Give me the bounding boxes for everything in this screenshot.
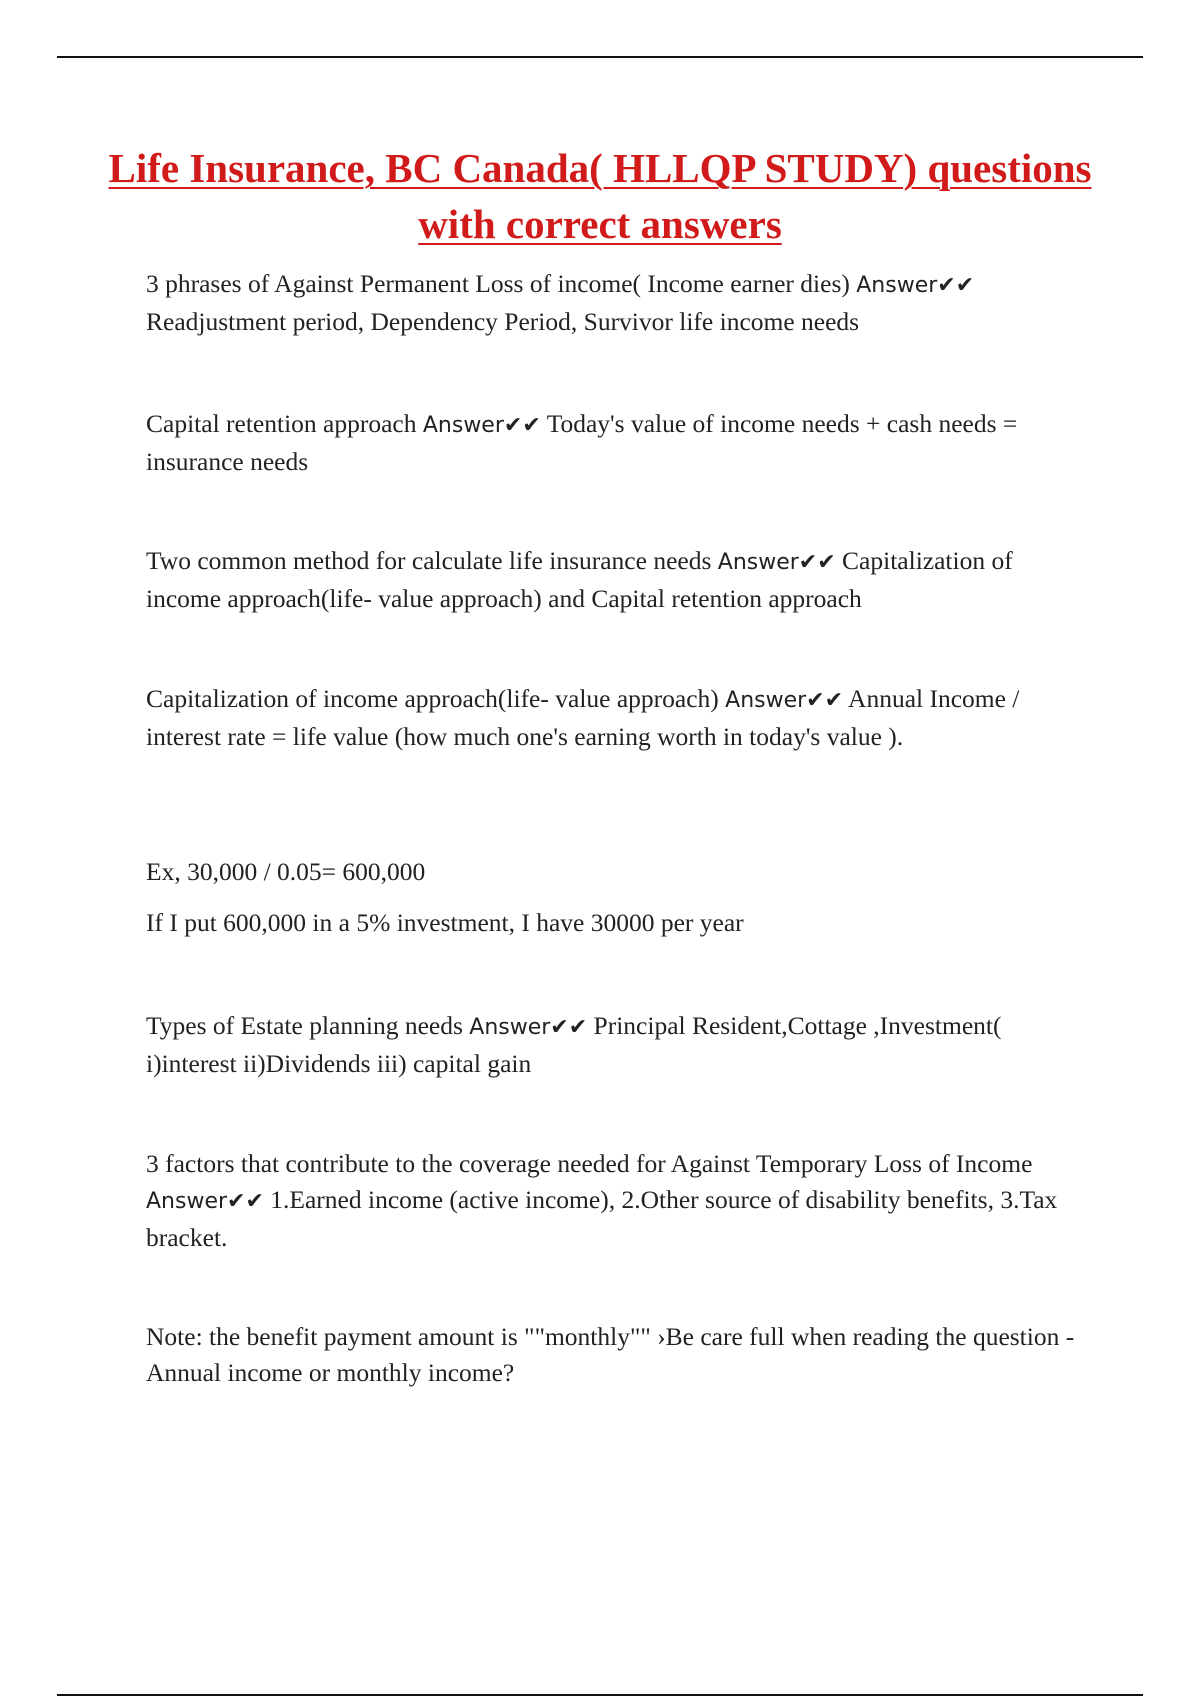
answer-marker: Answer✔✔ [856,273,975,298]
answer-marker: Answer✔✔ [422,413,541,438]
question-text: Capitalization of income approach(life- value approach) [146,684,719,713]
qa-entry [146,406,1086,480]
qa-entry [146,1008,1086,1082]
question-text: 3 phrases of Against Permanent Loss of income( Income earner dies) [146,269,850,298]
question-text: Capital retention approach [146,409,417,438]
question-text: 3 factors that contribute to the coverage needed for Against Temporary Loss of Income [146,1149,1033,1178]
question-text: Two common method for calculate life insurance needs [146,546,712,575]
answer-text: Principal Resident,Cottage ,Investment( i)interest ii)Dividends iii) capital gain [146,1011,1002,1078]
answer-text: Annual Income / interest rate = life value (how much one's earning worth in today's value ). [146,684,1020,751]
question-text: Types of Estate planning needs [146,1011,463,1040]
qa-entry [146,266,1086,340]
note-text: Note: the benefit payment amount is ""monthly"" ›Be care full when reading the question -Annual income or monthly income? [146,1322,1075,1387]
answer-text: Capitalization of income approach(life- value approach) and Capital retention approach [146,546,1013,613]
answer-marker: Answer✔✔ [146,1189,264,1214]
bottom-rule [57,1694,1143,1696]
qa-entry [146,1146,1086,1256]
qa-entry [146,543,1086,617]
top-rule [57,56,1143,58]
answer-marker: Answer✔✔ [469,1015,588,1040]
answer-marker: Answer✔✔ [725,688,844,713]
answer-marker: Answer✔✔ [717,550,836,575]
qa-entry [146,681,1086,755]
answer-text: Today's value of income needs + cash needs = insurance needs [146,409,1018,476]
example-explanation: If I put 600,000 in a 5% investment, I have 30000 per year [146,908,744,937]
answer-text: 1.Earned income (active income), 2.Other source of disability benefits, 3.Tax bracket. [146,1185,1058,1252]
document-title: Life Insurance, BC Canada( HLLQP STUDY) questions with correct answers [108,145,1092,247]
example-line: Ex, 30,000 / 0.05= 600,000 [146,857,426,886]
answer-text: Readjustment period, Dependency Period, Survivor life income needs [146,307,860,336]
